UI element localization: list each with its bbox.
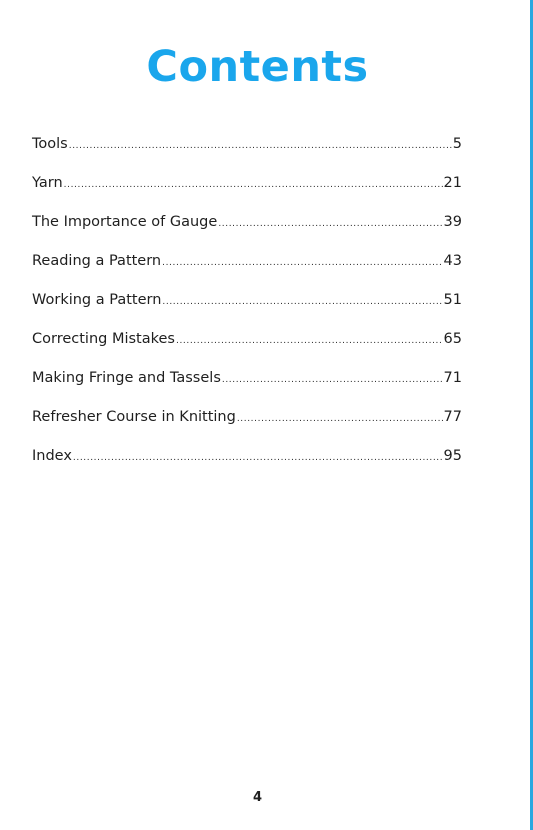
toc-entry-label: Correcting Mistakes [32, 331, 175, 347]
toc-entry-importance-of-gauge[interactable] [32, 214, 462, 253]
toc-entry-label: Making Fringe and Tassels [32, 370, 221, 386]
toc-leader-dots [176, 336, 443, 346]
toc-entry-label: The Importance of Gauge [32, 214, 218, 230]
toc-entry-page: 39 [443, 214, 462, 230]
page-number: 4 [252, 790, 263, 805]
toc-leader-dots [69, 141, 452, 151]
toc-entry-page: 51 [443, 292, 462, 308]
toc-leader-dots [73, 453, 443, 463]
toc-entry-page: 43 [443, 253, 462, 269]
toc-entry-fringe-and-tassels[interactable] [32, 370, 462, 409]
table-of-contents [32, 136, 462, 487]
toc-leader-dots [162, 297, 442, 307]
toc-entry-page: 5 [452, 136, 462, 152]
toc-leader-dots [237, 414, 443, 424]
toc-entry-working-a-pattern[interactable] [32, 292, 462, 331]
toc-entry-tools[interactable] [32, 136, 462, 175]
toc-entry-page: 65 [443, 331, 462, 347]
toc-entry-label: Yarn [32, 175, 63, 191]
toc-entry-page: 21 [443, 175, 462, 191]
toc-entry-page: 71 [443, 370, 462, 386]
toc-entry-label: Index [32, 448, 72, 464]
toc-entry-refresher-course[interactable] [32, 409, 462, 448]
toc-entry-page: 77 [443, 409, 462, 425]
toc-entry-page: 95 [443, 448, 462, 464]
toc-entry-correcting-mistakes[interactable] [32, 331, 462, 370]
toc-entry-label: Reading a Pattern [32, 253, 162, 269]
toc-entry-reading-a-pattern[interactable] [32, 253, 462, 292]
toc-leader-dots [162, 258, 442, 268]
toc-leader-dots [222, 375, 443, 385]
toc-entry-label: Working a Pattern [32, 292, 162, 308]
toc-entry-label: Refresher Course in Knitting [32, 409, 236, 425]
toc-leader-dots [218, 219, 442, 229]
toc-entry-index[interactable] [32, 448, 462, 487]
toc-leader-dots [64, 180, 443, 190]
page-title: Contents [146, 42, 369, 92]
toc-entry-label: Tools [32, 136, 68, 152]
toc-entry-yarn[interactable] [32, 175, 462, 214]
